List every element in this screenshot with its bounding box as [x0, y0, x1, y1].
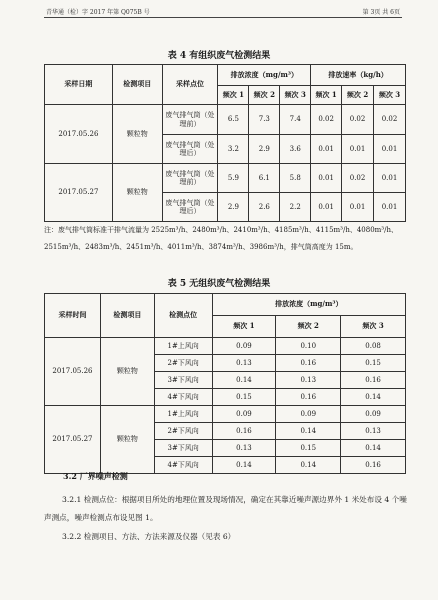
t4-value-cell: 0.01 — [374, 193, 406, 222]
t5-value-cell: 0.16 — [212, 423, 276, 440]
t4-value-cell: 0.01 — [311, 164, 342, 193]
t4-point-cell: 废气排气筒（处理后） — [162, 135, 218, 164]
t4-value-cell: 2.9 — [249, 135, 280, 164]
table-row — [45, 406, 406, 423]
paragraph-monitoring-items: 3.2.2 检测项目、方法、方法来源及仪器（见表 6） — [62, 532, 236, 541]
t4-date-cell: 2017.05.26 — [45, 105, 113, 164]
t4-point-cell: 废气排气筒（处理前） — [162, 164, 218, 193]
t4-header-date: 采样日期 — [45, 65, 113, 105]
t5-value-cell: 0.09 — [212, 406, 276, 423]
t5-value-cell: 0.10 — [276, 338, 341, 355]
organized-emission-table — [44, 64, 406, 222]
t5-value-cell: 0.14 — [212, 372, 276, 389]
t4-value-cell: 2.9 — [218, 193, 249, 222]
section-heading: 3.2 厂界噪声检测 — [63, 471, 128, 481]
t4-value-cell: 0.01 — [374, 135, 406, 164]
t5-value-cell: 0.16 — [276, 355, 341, 372]
t5-value-cell: 0.13 — [341, 423, 406, 440]
t4-value-cell: 0.02 — [374, 105, 406, 135]
t4-value-cell: 2.6 — [249, 193, 280, 222]
t4-value-cell: 6.5 — [218, 105, 249, 135]
t4-value-cell: 3.6 — [280, 135, 311, 164]
t5-point-cell: 2#下风向 — [154, 423, 212, 440]
table5-title: 表 5 无组织废气检测结果 — [167, 279, 271, 289]
t4-header-rate: 排放速率（kg/h） — [311, 65, 406, 86]
t4-freq-header: 频次 3 — [280, 86, 311, 105]
t4-header-concentration: 排放浓度（mg/m³） — [218, 65, 311, 86]
t5-item-cell: 颗粒物 — [100, 406, 154, 474]
t5-freq-header: 频次 1 — [212, 316, 276, 338]
t5-date-cell: 2017.05.26 — [45, 338, 101, 406]
t5-value-cell: 0.15 — [212, 389, 276, 406]
t5-value-cell: 0.13 — [276, 372, 341, 389]
table-row — [45, 105, 406, 135]
t4-value-cell: 2.2 — [280, 193, 311, 222]
t5-value-cell: 0.09 — [276, 406, 341, 423]
t4-value-cell: 5.8 — [280, 164, 311, 193]
t5-header-point: 检测点位 — [154, 294, 212, 338]
t4-value-cell: 3.2 — [218, 135, 249, 164]
page-number: 第 3页 共 6页 — [362, 9, 400, 16]
report-number: 青华通（检）字 2017 年第 Q075B 号 — [46, 9, 150, 16]
t4-value-cell: 0.01 — [311, 135, 342, 164]
t4-header-point: 采样点位 — [162, 65, 218, 105]
t4-freq-header: 频次 1 — [311, 86, 342, 105]
t5-item-cell: 颗粒物 — [100, 338, 154, 406]
t5-freq-header: 频次 3 — [341, 316, 406, 338]
t5-point-cell: 1#上风向 — [154, 338, 212, 355]
t4-freq-header: 频次 1 — [218, 86, 249, 105]
t4-item-cell: 颗粒物 — [112, 105, 162, 164]
t4-freq-header: 频次 2 — [249, 86, 280, 105]
t5-value-cell: 0.13 — [212, 355, 276, 372]
t4-point-cell: 废气排气筒（处理后） — [162, 193, 218, 222]
t4-value-cell: 7.4 — [280, 105, 311, 135]
paragraph-monitoring-points: 3.2.1 检测点位：根据项目所处的地理位置及现场情况，确定在其靠近噪声源边界外 1 米处布设 4 个噪声测点，噪声检测点布设见图 1。 — [44, 495, 407, 522]
t5-point-cell: 3#下风向 — [154, 440, 212, 457]
t4-freq-header: 频次 3 — [374, 86, 406, 105]
t4-value-cell: 7.3 — [249, 105, 280, 135]
t5-header-item: 检测项目 — [100, 294, 154, 338]
t4-value-cell: 0.01 — [311, 193, 342, 222]
t4-value-cell: 0.01 — [342, 135, 374, 164]
t4-value-cell: 0.02 — [342, 164, 374, 193]
t4-freq-header: 频次 2 — [342, 86, 374, 105]
t4-value-cell: 0.01 — [374, 164, 406, 193]
t5-value-cell: 0.14 — [276, 423, 341, 440]
t5-freq-header: 频次 2 — [276, 316, 341, 338]
t5-value-cell: 0.09 — [341, 406, 406, 423]
t4-value-cell: 5.9 — [218, 164, 249, 193]
t5-date-cell: 2017.05.27 — [45, 406, 101, 474]
t4-point-cell: 废气排气筒（处理前） — [162, 105, 218, 135]
t5-value-cell: 0.16 — [341, 457, 406, 474]
t5-value-cell: 0.15 — [341, 355, 406, 372]
page-header — [46, 5, 400, 17]
t5-value-cell: 0.16 — [276, 389, 341, 406]
t5-value-cell: 0.09 — [212, 338, 276, 355]
header-rule — [44, 17, 402, 18]
flow-rate-note: 注：废气排气筒标准干排气流量为 2525m³/h、2480m³/h、2410m³/h、4185m³/h、4115m³/h、4080m³/h、2515m³/h、2483m³/h、2451m³/h、4011m³/h、3874m³/h、3986m³/h，排气筒高度为 15m。 — [44, 226, 398, 251]
t4-value-cell: 0.02 — [311, 105, 342, 135]
t5-value-cell: 0.14 — [276, 457, 341, 474]
t5-value-cell: 0.14 — [341, 440, 406, 457]
t4-header-item: 检测项目 — [112, 65, 162, 105]
t5-header-concentration: 排放浓度（mg/m³） — [212, 294, 405, 316]
t4-date-cell: 2017.05.27 — [45, 164, 113, 222]
t5-point-cell: 1#上风向 — [154, 406, 212, 423]
table-row — [45, 164, 406, 193]
table-row — [45, 338, 406, 355]
t4-value-cell: 0.02 — [342, 105, 374, 135]
table4-title: 表 4 有组织废气检测结果 — [167, 51, 271, 61]
fugitive-emission-table — [44, 293, 406, 474]
t4-value-cell: 6.1 — [249, 164, 280, 193]
t5-value-cell: 0.15 — [276, 440, 341, 457]
t5-value-cell: 0.14 — [212, 457, 276, 474]
t4-value-cell: 0.01 — [342, 193, 374, 222]
t5-point-cell: 3#下风向 — [154, 372, 212, 389]
t5-value-cell: 0.13 — [212, 440, 276, 457]
t4-item-cell: 颗粒物 — [112, 164, 162, 222]
t5-point-cell: 2#下风向 — [154, 355, 212, 372]
t5-header-time: 采样时间 — [45, 294, 101, 338]
t5-point-cell: 4#下风向 — [154, 457, 212, 474]
t5-value-cell: 0.16 — [341, 372, 406, 389]
t5-point-cell: 4#下风向 — [154, 389, 212, 406]
t5-value-cell: 0.14 — [341, 389, 406, 406]
t5-value-cell: 0.08 — [341, 338, 406, 355]
